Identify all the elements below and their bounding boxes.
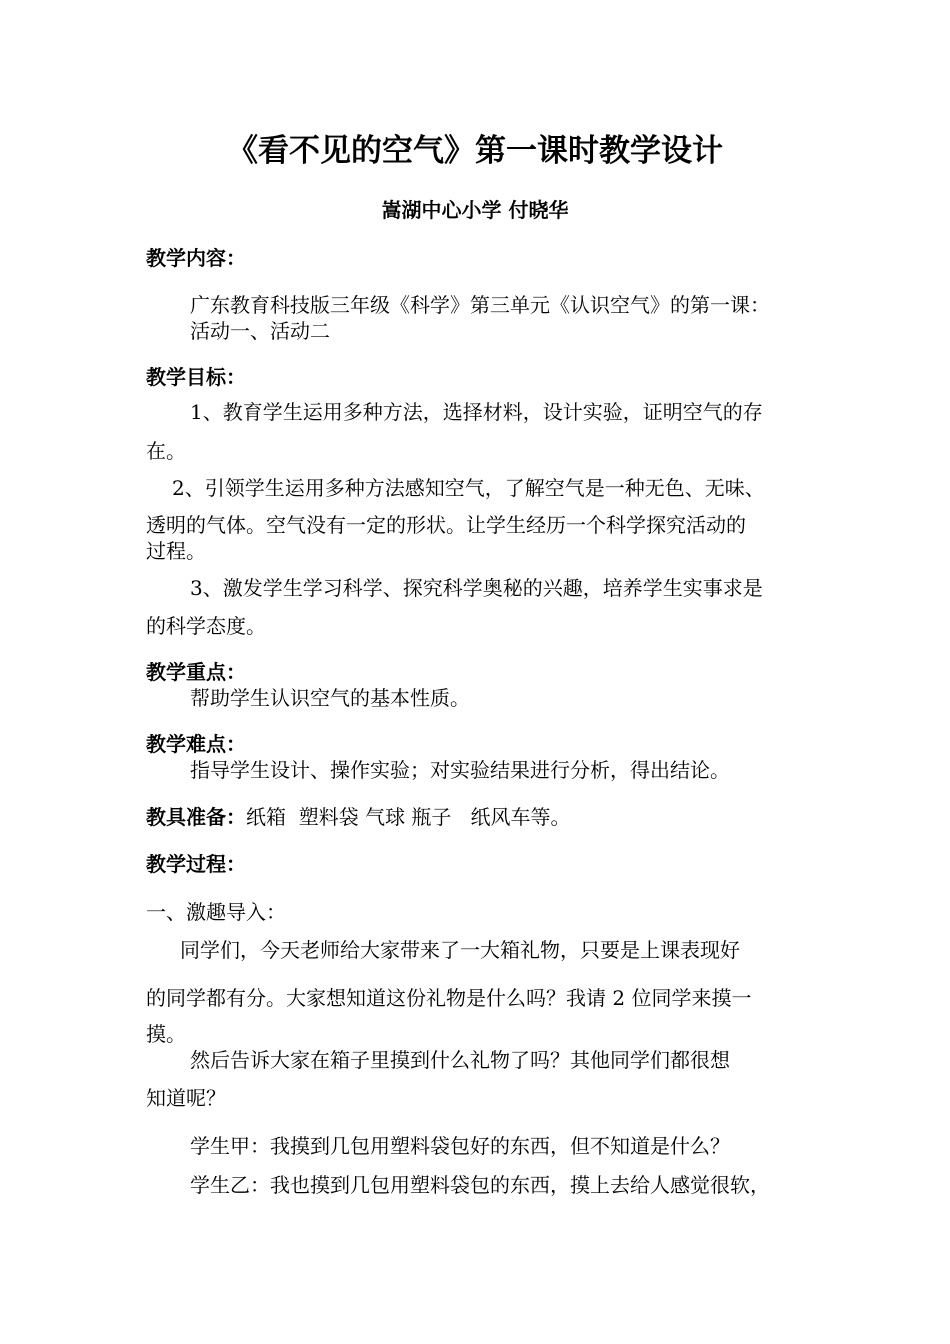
goal-line: 在。 <box>146 439 186 463</box>
materials-text: 纸箱 塑料袋 气球 瓶子 纸风车等。 <box>246 805 571 829</box>
process-line: 然后告诉大家在箱子里摸到什么礼物了吗？其他同学们都很想 <box>190 1048 730 1072</box>
materials-line <box>146 805 571 829</box>
process-line: 学生乙：我也摸到几包用塑料袋包的东西，摸上去给人感觉很软， <box>190 1173 770 1197</box>
goal-line: 1、教育学生运用多种方法，选择材料，设计实验，证明空气的存 <box>190 400 763 424</box>
process-line: 摸。 <box>146 1022 186 1046</box>
process-line: 的同学都有分。大家想知道这份礼物是什么吗？我请 2 位同学来摸一 <box>146 986 752 1010</box>
process-line: 同学们，今天老师给大家带来了一大箱礼物，只要是上课表现好 <box>180 938 740 962</box>
goals-heading: 教学目标： <box>146 365 246 389</box>
goal-line: 2、引领学生运用多种方法感知空气，了解空气是一种无色、无味、 <box>172 476 765 500</box>
key-point-text: 帮助学生认识空气的基本性质。 <box>190 686 470 710</box>
materials-heading: 教具准备： <box>146 805 246 829</box>
goal-line: 透明的气体。空气没有一定的形状。让学生经历一个科学探究活动的 <box>146 513 746 537</box>
goal-line: 过程。 <box>146 539 206 563</box>
difficulty-text: 指导学生设计、操作实验；对实验结果进行分析，得出结论。 <box>190 758 730 782</box>
process-line: 知道呢？ <box>146 1086 226 1110</box>
content-heading: 教学内容： <box>146 246 246 270</box>
content-line: 活动一、活动二 <box>190 319 330 343</box>
author-line: 嵩湖中心小学 付晓华 <box>381 198 569 222</box>
process-heading: 教学过程： <box>146 852 246 876</box>
key-point-heading: 教学重点： <box>146 660 246 684</box>
difficulty-heading: 教学难点： <box>146 732 246 756</box>
goal-line: 3、激发学生学习科学、探究科学奥秘的兴趣，培养学生实事求是 <box>190 576 763 600</box>
process-line: 学生甲：我摸到几包用塑料袋包好的东西，但不知道是什么？ <box>190 1134 730 1158</box>
page-title: 《看不见的空气》第一课时教学设计 <box>227 133 723 169</box>
goal-line: 的科学态度。 <box>146 614 266 638</box>
section-heading: 一、激趣导入： <box>146 900 286 924</box>
content-line: 广东教育科技版三年级《科学》第三单元《认识空气》的第一课： <box>190 293 770 317</box>
